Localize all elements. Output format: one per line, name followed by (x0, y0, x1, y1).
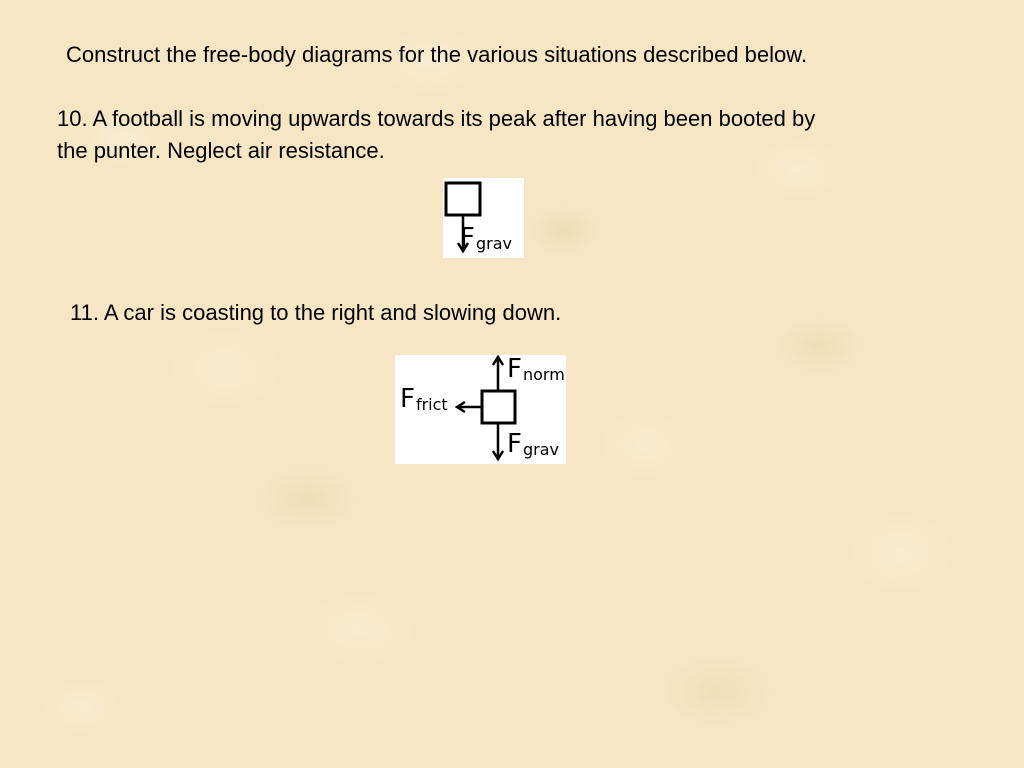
instructions-heading: Construct the free-body diagrams for the various situations described below. (66, 42, 808, 67)
question-10-text-line2: the punter. Neglect air resistance. (57, 138, 385, 163)
force-symbol: F (507, 354, 522, 384)
normal-force-label (507, 356, 565, 382)
force-subscript: grav (522, 440, 559, 459)
object-box (446, 183, 480, 215)
force-subscript: frict (415, 395, 448, 414)
force-symbol: F (460, 223, 475, 253)
force-subscript: grav (475, 234, 512, 253)
free-body-diagram-10 (443, 178, 524, 258)
force-symbol: F (400, 384, 415, 414)
force-subscript: norm (522, 365, 565, 384)
gravity-force-label (460, 225, 512, 251)
friction-force-label (400, 386, 448, 412)
free-body-diagram-11 (395, 355, 566, 464)
question-10-text-line1: 10. A football is moving upwards towards its peak after having been booted by (57, 106, 816, 131)
object-box (482, 391, 515, 423)
gravity-force-label (507, 431, 559, 457)
force-symbol: F (507, 429, 522, 459)
question-11-text: 11. A car is coasting to the right and slowing down. (70, 300, 562, 325)
